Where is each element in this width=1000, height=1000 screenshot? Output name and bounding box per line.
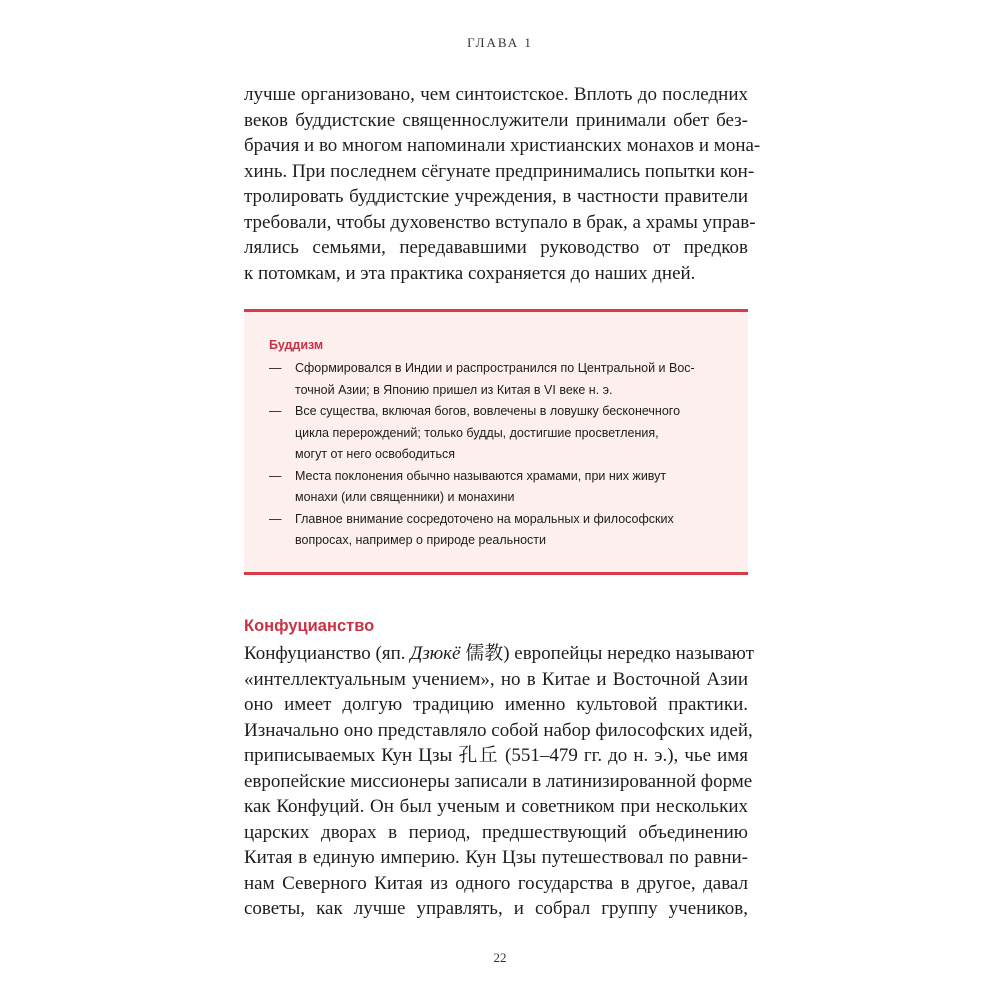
- text-line: лялись семьями, передававшими руководство от предков: [244, 237, 748, 258]
- text-run: Конфуцианство (яп.: [244, 643, 411, 664]
- buddhism-sidebar: [244, 309, 748, 575]
- sidebar-list: [269, 358, 729, 552]
- term-italic: Дзюкё: [410, 643, 461, 664]
- page-number: 22: [493, 950, 507, 965]
- text-line: европейские миссионеры записали в латинизированной форме: [244, 770, 753, 792]
- text-line: как Конфуций. Он был ученым и советником при нескольких: [244, 796, 748, 817]
- sidebar-list-item: [269, 358, 729, 401]
- text-line: [244, 641, 754, 667]
- list-item-line: Сформировался в Индии и распространился по Центральной и Вос-: [295, 361, 695, 375]
- bullet-dash: —: [269, 361, 282, 375]
- sidebar-title: Буддизм: [269, 338, 324, 352]
- text-line: хинь. При последнем сёгунате предпринимались попытки кон-: [244, 160, 755, 182]
- text-line: царских дворах в период, предшествующий объединению: [244, 821, 748, 843]
- list-item-line: Все существа, включая богов, вовлечены в ловушку бесконечного: [295, 404, 681, 418]
- bullet-dash: —: [269, 511, 282, 526]
- text-line: веков буддистские священнослужители принимали обет без-: [244, 109, 748, 131]
- sidebar-list-item: [269, 509, 729, 552]
- text-line: к потомкам, и эта практика сохраняется до наших дней.: [244, 262, 696, 284]
- body-paragraph-continued: [244, 82, 761, 286]
- text-line: лучше организовано, чем синтоистское. Вплоть до последних: [244, 84, 748, 105]
- text-run: 儒教) европейцы нередко называют: [460, 643, 754, 664]
- bullet-dash: —: [269, 468, 282, 483]
- text-line: приписываемых Кун Цзы 孔丘 (551–479 гг. до н. э.), чье имя: [244, 745, 748, 766]
- list-item-line: Места поклонения обычно называются храмами, при них живут: [295, 468, 667, 483]
- list-item-line: вопросах, например о природе реальности: [295, 533, 547, 547]
- sidebar-list-item: [269, 401, 729, 466]
- text-line: тролировать буддистские учреждения, в частности правители: [244, 186, 748, 207]
- text-line: требовали, чтобы духовенство вступало в брак, а храмы управ-: [244, 211, 756, 233]
- section-heading: Конфуцианство: [244, 617, 375, 635]
- text-line: оно имеет долгую традицию именно культовой практики.: [244, 694, 748, 715]
- list-item-line: цикла перерождений; только будды, достигшие просветления,: [295, 425, 659, 440]
- body-paragraph-confucianism: [244, 641, 754, 922]
- sidebar-list-item: [269, 466, 729, 509]
- list-item-line: Главное внимание сосредоточено на моральных и философских: [295, 511, 674, 526]
- list-item-line: точной Азии; в Японию пришел из Китая в VI веке н. э.: [295, 382, 613, 397]
- text-line: Изначально оно представляло собой набор философских идей,: [244, 719, 753, 741]
- text-line: «интеллектуальным учением», но в Китае и Восточной Азии: [244, 668, 748, 690]
- text-line: нам Северного Китая из одного государства в другое, давал: [244, 872, 748, 894]
- text-line: брачия и во многом напоминали христианских монахов и мона-: [244, 135, 761, 156]
- running-head: ГЛАВА 1: [467, 35, 533, 50]
- list-item-line: могут от него освободиться: [295, 447, 456, 461]
- text-line: Китая в единую империю. Кун Цзы путешествовал по равни-: [244, 847, 748, 868]
- text-line: советы, как лучше управлять, и собрал группу учеников,: [244, 898, 748, 919]
- bullet-dash: —: [269, 404, 282, 418]
- list-item-line: монахи (или священники) и монахини: [295, 490, 515, 504]
